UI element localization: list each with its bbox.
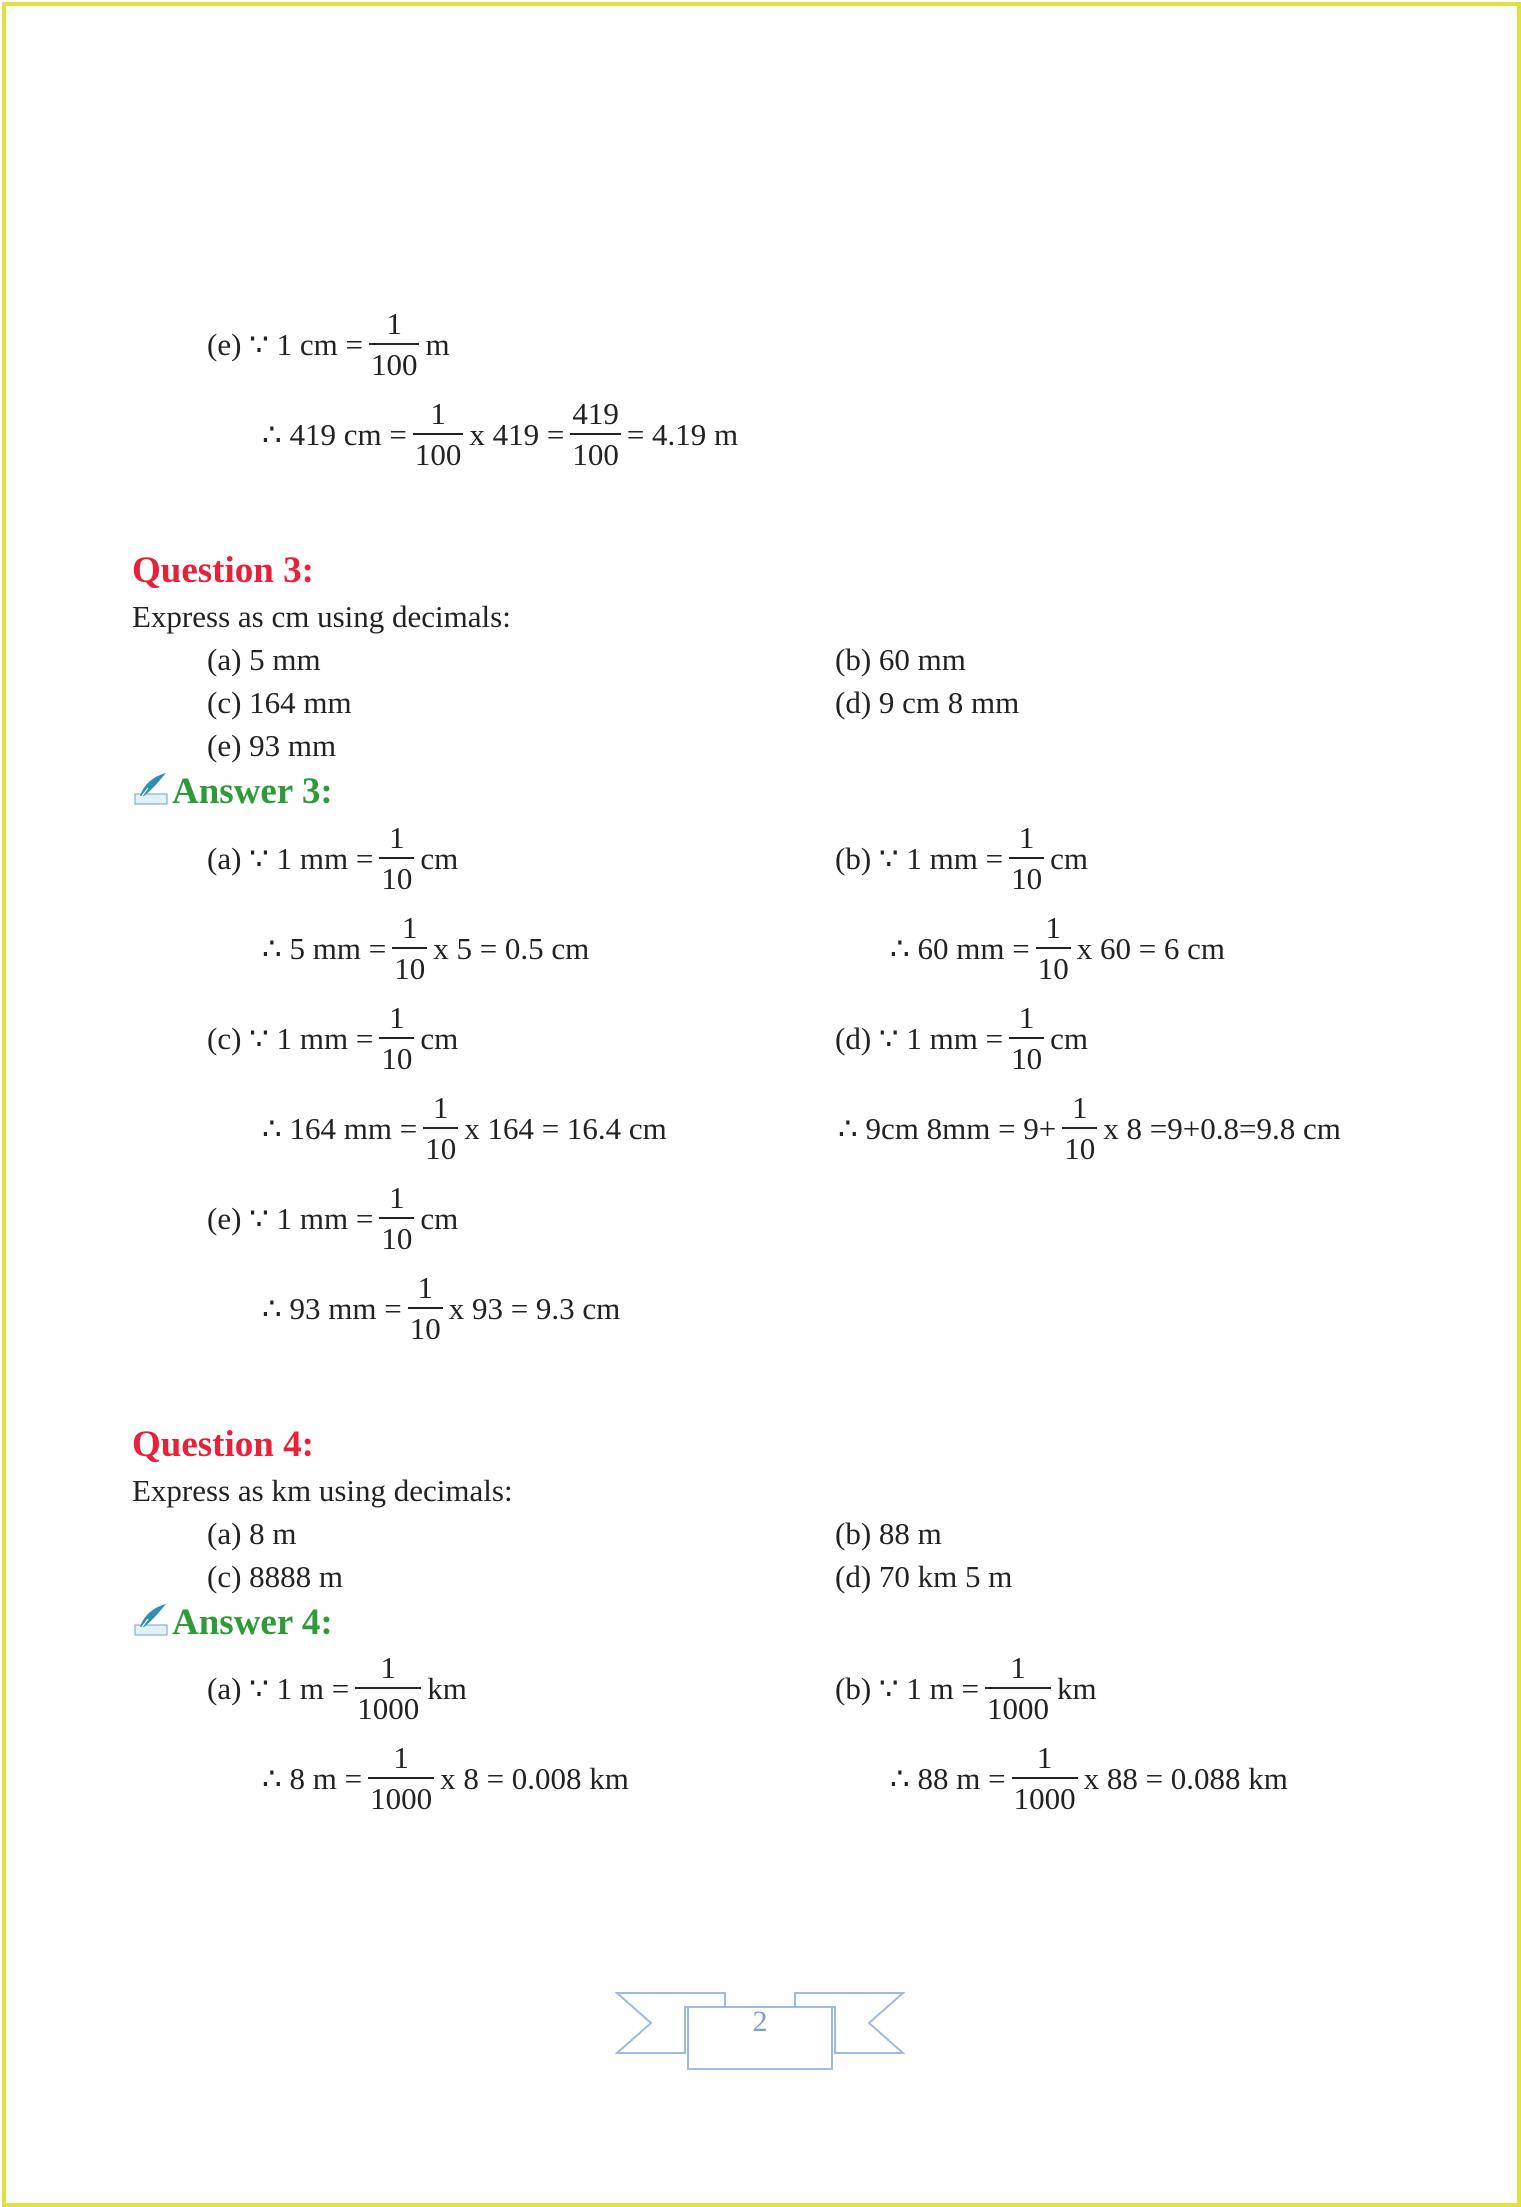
a4-b-line-2 (890, 1742, 1288, 1814)
fraction: $\frac{1}{10}$ (1011, 820, 1043, 896)
fraction: $\frac{1}{1000}$ (1013, 1740, 1076, 1816)
a4-b-line-1 (835, 1652, 1097, 1724)
q2e-line-2 (262, 398, 738, 470)
a3-c-unit: cm (420, 1020, 459, 1056)
q4-item-a: (a) 8 m (207, 1516, 297, 1551)
q3-item-d: (d) 9 cm 8 mm (835, 685, 1020, 720)
page-number: 2 (752, 2005, 768, 2038)
q2e-l1-label: (e) ∵ 1 cm = (207, 326, 363, 362)
quill-pen-icon (134, 1603, 168, 1637)
fraction: $\frac{1}{10}$ (381, 1000, 413, 1076)
fraction: $\frac{1}{10}$ (1011, 1000, 1043, 1076)
a4-a-line-2 (262, 1742, 629, 1814)
a3-e-unit: cm (420, 1200, 459, 1236)
q4-item-c: (c) 8888 m (207, 1559, 344, 1594)
a4-b-result: x 88 = 0.088 km (1083, 1760, 1288, 1796)
question-4-heading: Question 4: (132, 1424, 314, 1465)
fraction: $\frac{1}{10}$ (1037, 910, 1069, 986)
q2e-l2-mid: x 419 = (469, 416, 565, 452)
a4-a-l1-label: (a) ∵ 1 m = (207, 1670, 350, 1706)
a3-c-l2-label: ∴ 164 mm = (262, 1110, 418, 1146)
fraction: $\frac{1}{10}$ (381, 1180, 413, 1256)
a4-a-l2-label: ∴ 8 m = (262, 1760, 363, 1796)
a3-c-line-2 (262, 1092, 667, 1164)
a3-b-unit: cm (1050, 840, 1088, 876)
a4-b-l2-label: ∴ 88 m = (890, 1760, 1006, 1796)
page-number-banner (615, 1985, 905, 2075)
q3-item-e: (e) 93 mm (207, 728, 337, 763)
a3-c-l1-label: (c) ∵ 1 mm = (207, 1020, 374, 1056)
a3-a-l2-label: ∴ 5 mm = (262, 930, 387, 966)
q2e-l2-result: = 4.19 m (626, 416, 739, 452)
a3-b-l2-label: ∴ 60 mm = (890, 930, 1030, 966)
q3-item-a: (a) 5 mm (207, 642, 321, 677)
fraction: $\frac{1}{1000}$ (986, 1650, 1049, 1726)
fraction: $\frac{1}{10}$ (1064, 1090, 1096, 1166)
fraction: $\frac{1}{10}$ (394, 910, 426, 986)
fraction: $\frac{419}{100}$ (572, 396, 619, 472)
question-3-prompt: Express as cm using decimals: (132, 599, 511, 634)
a3-e-l2-label: ∴ 93 mm = (262, 1290, 402, 1326)
question-4-prompt: Express as km using decimals: (132, 1473, 513, 1508)
fraction: $\frac{1}{100}$ (370, 306, 418, 382)
a3-b-line-2 (890, 912, 1225, 984)
a4-a-line-1 (207, 1652, 467, 1724)
answer-4-heading: Answer 4: (172, 1602, 333, 1643)
q2e-l1-unit: m (425, 326, 450, 362)
a3-d-l2-label: ∴ 9cm 8mm = 9+ (838, 1110, 1057, 1146)
a3-d-unit: cm (1050, 1020, 1088, 1056)
a3-c-result: x 164 = 16.4 cm (464, 1110, 667, 1146)
fraction: $\frac{1}{10}$ (381, 820, 413, 896)
a3-a-result: x 5 = 0.5 cm (433, 930, 590, 966)
a3-b-line-1 (835, 822, 1088, 894)
a3-b-l1-label: (b) ∵ 1 mm = (835, 840, 1004, 876)
question-3-heading: Question 3: (132, 550, 314, 591)
a3-a-line-2 (262, 912, 589, 984)
a3-e-line-2 (262, 1272, 620, 1344)
a4-b-unit: km (1056, 1670, 1097, 1706)
q4-item-d: (d) 70 km 5 m (835, 1559, 1013, 1594)
a4-b-l1-label: (b) ∵ 1 m = (835, 1670, 979, 1706)
q2e-l2-label: ∴ 419 cm = (262, 416, 407, 452)
a3-a-line-1 (207, 822, 458, 894)
answer-3-heading: Answer 3: (172, 771, 333, 812)
a3-d-result: x 8 =9+0.8=9.8 cm (1103, 1110, 1341, 1146)
a3-d-line-1 (835, 1002, 1088, 1074)
q3-item-c: (c) 164 mm (207, 685, 352, 720)
q2e-line-1 (207, 308, 450, 380)
a3-e-result: x 93 = 9.3 cm (448, 1290, 621, 1326)
a4-a-unit: km (427, 1670, 467, 1706)
a3-e-line-1 (207, 1182, 458, 1254)
q4-item-b: (b) 88 m (835, 1516, 942, 1551)
fraction: $\frac{1}{10}$ (425, 1090, 457, 1166)
q3-item-b: (b) 60 mm (835, 642, 966, 677)
a3-d-l1-label: (d) ∵ 1 mm = (835, 1020, 1004, 1056)
fraction: $\frac{1}{100}$ (414, 396, 462, 472)
fraction: $\frac{1}{1000}$ (357, 1650, 420, 1726)
a3-d-line-2 (838, 1092, 1341, 1164)
fraction: $\frac{1}{10}$ (409, 1270, 441, 1346)
a3-a-l1-label: (a) ∵ 1 mm = (207, 840, 374, 876)
quill-pen-icon (134, 772, 168, 806)
a3-e-l1-label: (e) ∵ 1 mm = (207, 1200, 374, 1236)
fraction: $\frac{1}{1000}$ (370, 1740, 433, 1816)
a4-a-result: x 8 = 0.008 km (440, 1760, 629, 1796)
a3-a-unit: cm (420, 840, 459, 876)
a3-b-result: x 60 = 6 cm (1076, 930, 1226, 966)
a3-c-line-1 (207, 1002, 458, 1074)
